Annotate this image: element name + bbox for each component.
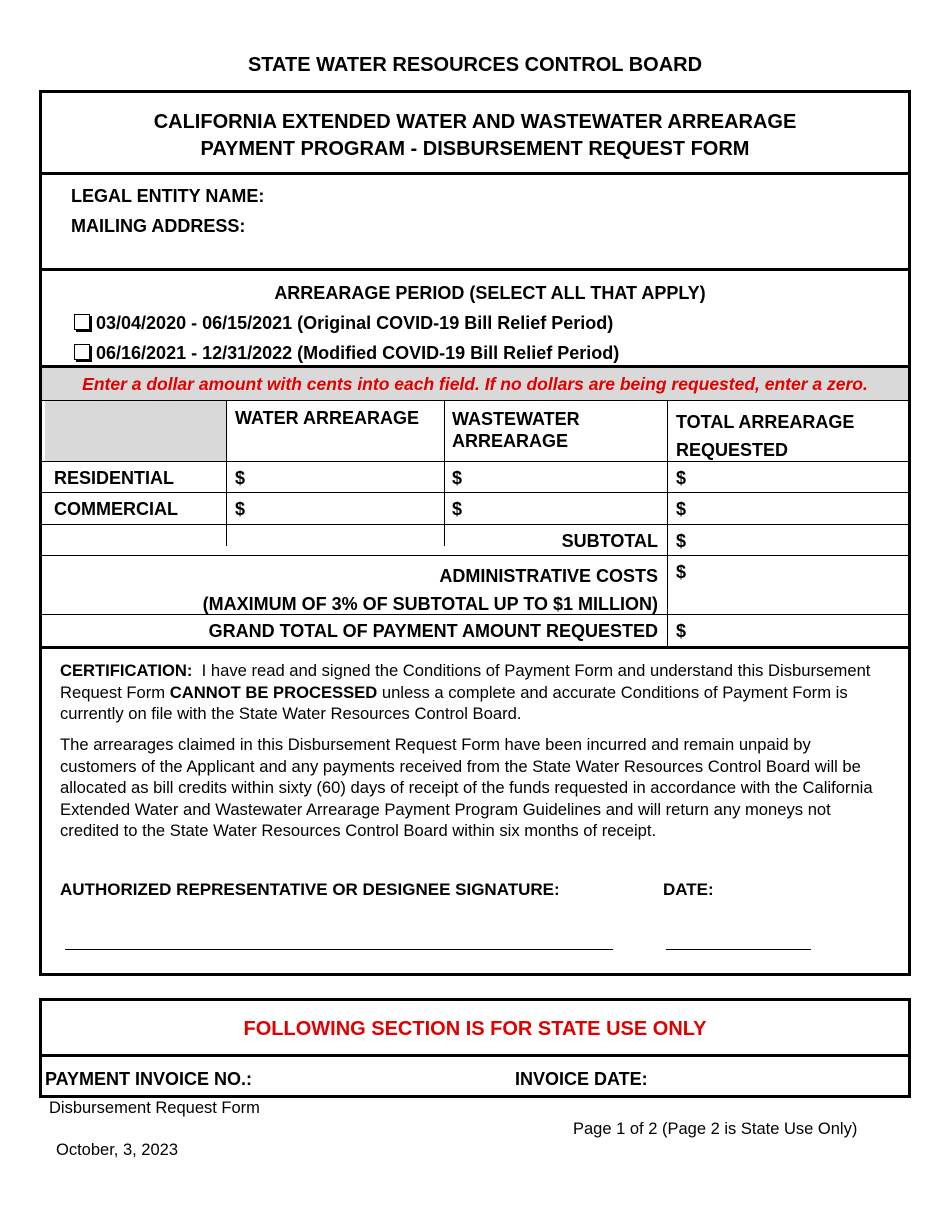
certification-label: CERTIFICATION: <box>60 661 193 680</box>
footer-form-name: Disbursement Request Form <box>49 1099 260 1117</box>
form-title <box>42 109 908 163</box>
certification-emphasis: CANNOT BE PROCESSED <box>169 682 378 702</box>
legal-entity-label: LEGAL ENTITY NAME: <box>71 186 265 206</box>
invoice-date-label: INVOICE DATE: <box>515 1069 648 1089</box>
commercial-water-input[interactable]: $ <box>235 499 246 519</box>
header-total <box>676 408 854 464</box>
admin-costs-line2: (MAXIMUM OF 3% OF SUBTOTAL UP TO $1 MILLION) <box>202 594 658 614</box>
certification-paragraph <box>60 660 890 725</box>
admin-costs-input[interactable]: $ <box>676 562 687 582</box>
commercial-total-input[interactable]: $ <box>676 499 687 519</box>
state-use-section <box>39 998 911 1098</box>
checkbox-original-period[interactable] <box>74 314 90 330</box>
table-corner-shade <box>45 401 226 461</box>
payment-invoice-label: PAYMENT INVOICE NO.: <box>45 1069 253 1089</box>
date-line[interactable] <box>666 949 811 950</box>
grand-total-input[interactable]: $ <box>676 621 687 641</box>
header-wastewater-line1: WASTEWATER <box>452 409 580 429</box>
residential-water-input[interactable]: $ <box>235 468 246 488</box>
header-wastewater <box>452 408 580 452</box>
header-total-line1: TOTAL ARREARAGE <box>676 412 855 432</box>
footer-page-info: Page 1 of 2 (Page 2 is State Use Only) <box>573 1120 858 1138</box>
period-option-modified[interactable] <box>74 343 619 364</box>
certification-text-b: unless a complete and accurate Conditions of Payment Form is currently on file with the State Water Resources Control Board. <box>60 682 848 723</box>
header-wastewater-line2: ARREARAGE <box>452 431 569 451</box>
disbursement-form <box>39 90 911 976</box>
signature-label: AUTHORIZED REPRESENTATIVE OR DESIGNEE SIGNATURE: <box>60 880 560 899</box>
row-divider <box>42 614 908 615</box>
date-label: DATE: <box>663 880 714 899</box>
period-option-modified-label: 06/16/2021 - 12/31/2022 (Modified COVID-19 Bill Relief Period) <box>96 343 620 363</box>
header-total-line2: REQUESTED <box>676 440 789 460</box>
mailing-address-label: MAILING ADDRESS: <box>71 216 246 236</box>
board-title: STATE WATER RESOURCES CONTROL BOARD <box>247 54 703 76</box>
period-option-original[interactable] <box>74 313 613 334</box>
row-divider <box>42 524 908 525</box>
residential-wastewater-input[interactable]: $ <box>452 468 463 488</box>
divider <box>42 268 908 271</box>
divider <box>42 172 908 175</box>
arrearage-period-heading: ARREARAGE PERIOD (SELECT ALL THAT APPLY) <box>274 283 706 303</box>
footer-date: October, 3, 2023 <box>56 1141 179 1159</box>
subtotal-input[interactable]: $ <box>676 531 687 551</box>
row-divider <box>42 492 908 493</box>
row-commercial-label: COMMERCIAL <box>54 499 178 519</box>
divider <box>42 1054 908 1057</box>
subtotal-label: SUBTOTAL <box>561 531 658 551</box>
admin-costs-line1: ADMINISTRATIVE COSTS <box>439 566 658 586</box>
residential-total-input[interactable]: $ <box>676 468 687 488</box>
form-title-line1: CALIFORNIA EXTENDED WATER AND WASTEWATER ARREARAGE <box>153 111 797 133</box>
row-divider <box>42 555 908 556</box>
certification-text-a: I have read and signed the Conditions of Payment Form and understand this Disbursement Request Form <box>60 661 871 702</box>
row-divider <box>42 461 908 462</box>
commercial-wastewater-input[interactable]: $ <box>452 499 463 519</box>
instructions-note: Enter a dollar amount with cents into each field. If no dollars are being requested, enter a zero. <box>42 368 908 400</box>
checkbox-modified-period[interactable] <box>74 344 90 360</box>
admin-costs-label <box>42 562 658 618</box>
state-use-title: FOLLOWING SECTION IS FOR STATE USE ONLY <box>243 1018 707 1040</box>
row-residential-label: RESIDENTIAL <box>54 468 175 488</box>
grand-total-label: GRAND TOTAL OF PAYMENT AMOUNT REQUESTED <box>208 621 658 641</box>
form-title-line2: PAYMENT PROGRAM - DISBURSEMENT REQUEST FORM <box>200 138 750 160</box>
divider <box>42 646 908 649</box>
certification-paragraph-2: The arrearages claimed in this Disbursement Request Form have been incurred and remain unpaid by customers of the Applicant and any payments received from the State Water Resources Control Board will be allocated as bill credits within sixty (60) days of receipt of the funds requested in accordance with the California Extended Water and Wastewater Arrearage Payment Program Guidelines and will return any moneys not credited to the State Water Resources Control Board within six months of receipt. <box>60 735 873 840</box>
period-option-original-label: 03/04/2020 - 06/15/2021 (Original COVID-19 Bill Relief Period) <box>96 313 614 333</box>
header-water: WATER ARREARAGE <box>235 408 419 428</box>
signature-line[interactable] <box>65 949 613 950</box>
